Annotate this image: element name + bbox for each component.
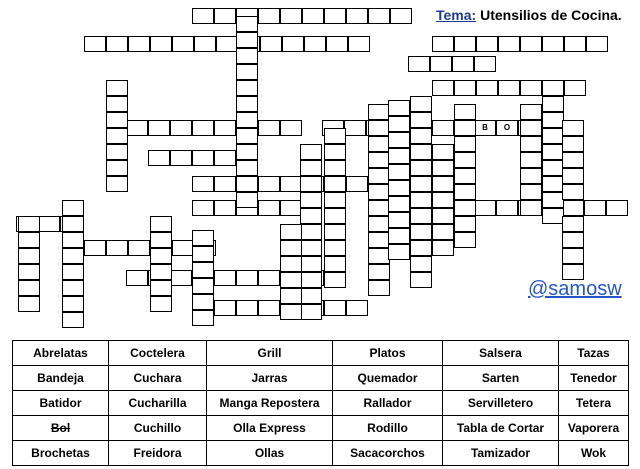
crossword-cell[interactable] [300, 176, 322, 192]
crossword-cell[interactable] [214, 270, 236, 286]
crossword-cell[interactable] [300, 240, 322, 256]
word-cell-struck: Bol [13, 416, 109, 441]
crossword-cell[interactable] [368, 248, 390, 264]
crossword-cell[interactable] [542, 36, 564, 52]
crossword-cell[interactable] [214, 200, 236, 216]
crossword-cell[interactable] [368, 152, 390, 168]
word-cell: Ollas [207, 441, 333, 466]
crossword-cell[interactable] [106, 144, 128, 160]
crossword-cell-o[interactable]: O [496, 120, 518, 136]
crossword-cell[interactable] [474, 56, 496, 72]
crossword-cell[interactable] [388, 116, 410, 132]
word-cell: Rallador [333, 391, 443, 416]
crossword-cell[interactable] [520, 104, 542, 120]
crossword-cell[interactable] [304, 36, 326, 52]
crossword-cell[interactable] [324, 176, 346, 192]
crossword-cell[interactable] [236, 64, 258, 80]
crossword-cell[interactable] [150, 248, 172, 264]
crossword-cell[interactable] [542, 96, 564, 112]
crossword-cell[interactable] [150, 216, 172, 232]
crossword-cell[interactable] [192, 230, 214, 246]
word-row [13, 441, 629, 466]
word-cell: Manga Repostera [207, 391, 333, 416]
word-cell: Abrelatas [13, 341, 109, 366]
crossword-cell[interactable] [542, 144, 564, 160]
word-cell: Bandeja [13, 366, 109, 391]
crossword-cell[interactable] [170, 270, 192, 286]
crossword-cell[interactable] [258, 176, 280, 192]
crossword-cell[interactable] [148, 120, 170, 136]
crossword-cell[interactable] [192, 278, 214, 294]
word-cell: Wok [559, 441, 629, 466]
crossword-cell[interactable] [214, 8, 236, 24]
crossword-cell[interactable] [106, 112, 128, 128]
crossword-cell[interactable] [324, 128, 346, 144]
crossword-cell[interactable] [280, 176, 302, 192]
word-cell: Tenedor [559, 366, 629, 391]
crossword-cell[interactable] [62, 216, 84, 232]
word-cell: Coctelera [109, 341, 207, 366]
crossword-cell[interactable] [324, 192, 346, 208]
crossword-cell[interactable] [18, 280, 40, 296]
crossword-cell[interactable] [348, 36, 370, 52]
crossword-cell[interactable] [150, 232, 172, 248]
crossword-cell[interactable] [410, 256, 432, 272]
crossword-cell[interactable] [542, 112, 564, 128]
crossword-cell[interactable] [236, 112, 258, 128]
crossword-cell[interactable] [324, 8, 346, 24]
crossword-cell[interactable] [280, 272, 302, 288]
crossword-cell[interactable] [520, 36, 542, 52]
crossword-cell[interactable] [324, 300, 346, 316]
crossword-cell[interactable] [410, 272, 432, 288]
crossword-cell[interactable] [410, 128, 432, 144]
crossword-cell[interactable] [454, 168, 476, 184]
crossword-cell[interactable] [214, 176, 236, 192]
crossword-cell[interactable] [410, 112, 432, 128]
word-cell: Sarten [443, 366, 559, 391]
crossword-cell[interactable] [126, 120, 148, 136]
crossword-cell[interactable] [388, 228, 410, 244]
word-row [13, 416, 629, 441]
crossword-cell[interactable] [192, 8, 214, 24]
crossword-cell[interactable] [410, 208, 432, 224]
crossword-cell[interactable] [300, 144, 322, 160]
word-cell: Cuchillo [109, 416, 207, 441]
crossword-cell[interactable] [300, 272, 322, 288]
author-handle[interactable]: @samosw [528, 278, 622, 300]
word-cell: Cuchara [109, 366, 207, 391]
crossword-cell[interactable] [236, 96, 258, 112]
crossword-cell[interactable] [454, 200, 476, 216]
crossword-cell[interactable] [368, 280, 390, 296]
crossword-cell[interactable] [236, 48, 258, 64]
crossword-cell[interactable] [410, 176, 432, 192]
crossword-cell[interactable] [388, 148, 410, 164]
crossword-cell[interactable] [300, 256, 322, 272]
crossword-cell[interactable] [562, 168, 584, 184]
crossword-cell[interactable] [300, 192, 322, 208]
crossword-cell[interactable] [410, 224, 432, 240]
theme-value: Utensilios de Cocina. [480, 7, 622, 23]
crossword-cell[interactable] [300, 304, 322, 320]
word-row [13, 366, 629, 391]
crossword-cell[interactable] [236, 192, 258, 208]
crossword-cell[interactable] [564, 80, 586, 96]
crossword-cell[interactable] [368, 216, 390, 232]
crossword-cell[interactable] [214, 150, 236, 166]
crossword-cell[interactable] [258, 270, 280, 286]
crossword-cell[interactable] [150, 296, 172, 312]
crossword-cell[interactable] [106, 96, 128, 112]
crossword-cell[interactable] [344, 120, 366, 136]
crossword-cell[interactable] [388, 244, 410, 260]
crossword-cell[interactable] [324, 144, 346, 160]
crossword-cell[interactable] [84, 240, 106, 256]
word-cell: Tazas [559, 341, 629, 366]
crossword-cell[interactable] [192, 294, 214, 310]
crossword-cell[interactable] [324, 160, 346, 176]
crossword-cell[interactable] [520, 120, 542, 136]
crossword-cell[interactable] [410, 240, 432, 256]
word-cell: Jarras [207, 366, 333, 391]
puzzle-theme [436, 7, 622, 23]
crossword-cell[interactable] [432, 120, 454, 136]
crossword-cell[interactable] [194, 36, 216, 52]
crossword-cell[interactable] [324, 240, 346, 256]
crossword-cell[interactable] [454, 136, 476, 152]
crossword-cell[interactable] [62, 248, 84, 264]
word-cell: Batidor [13, 391, 109, 416]
crossword-cell[interactable] [258, 300, 280, 316]
crossword-cell[interactable] [454, 120, 476, 136]
crossword-cell[interactable] [346, 176, 368, 192]
crossword-cell[interactable] [368, 120, 390, 136]
word-row [13, 391, 629, 416]
crossword-cell[interactable] [300, 208, 322, 224]
crossword-cell[interactable] [62, 264, 84, 280]
crossword-cell[interactable] [562, 184, 584, 200]
crossword-cell[interactable] [496, 200, 518, 216]
crossword-cell[interactable] [452, 56, 474, 72]
crossword-cell[interactable] [150, 264, 172, 280]
crossword-cell[interactable] [520, 80, 542, 96]
word-cell: Olla Express [207, 416, 333, 441]
crossword-cell[interactable] [170, 150, 192, 166]
crossword-cell[interactable] [562, 248, 584, 264]
crossword-cell[interactable] [432, 224, 454, 240]
crossword-cell[interactable] [18, 264, 40, 280]
crossword-cell[interactable] [542, 128, 564, 144]
crossword-cell[interactable] [430, 56, 452, 72]
crossword-cell[interactable] [476, 80, 498, 96]
crossword-cell[interactable] [192, 150, 214, 166]
crossword-cell[interactable] [562, 152, 584, 168]
crossword-cell[interactable] [236, 176, 258, 192]
crossword-cell[interactable] [562, 200, 584, 216]
word-cell: Tetera [559, 391, 629, 416]
crossword-cell[interactable] [388, 100, 410, 116]
crossword-cell[interactable] [62, 200, 84, 216]
crossword-cell[interactable] [432, 36, 454, 52]
crossword-cell[interactable] [150, 36, 172, 52]
crossword-cell[interactable] [368, 200, 390, 216]
crossword-cell[interactable] [432, 240, 454, 256]
theme-label: Tema: [436, 7, 477, 23]
crossword-cell[interactable] [454, 36, 476, 52]
crossword-cell[interactable] [18, 232, 40, 248]
crossword-cell[interactable] [564, 36, 586, 52]
crossword-cell[interactable] [368, 168, 390, 184]
crossword-cell[interactable] [192, 310, 214, 326]
crossword-cell[interactable] [562, 136, 584, 152]
crossword-cell[interactable] [62, 280, 84, 296]
crossword-cell[interactable] [18, 296, 40, 312]
crossword-cell[interactable] [106, 176, 128, 192]
crossword-cell[interactable] [106, 160, 128, 176]
crossword-cell[interactable] [84, 36, 106, 52]
crossword-cell[interactable] [62, 312, 84, 328]
crossword-cell[interactable] [368, 104, 390, 120]
crossword-cell[interactable] [408, 56, 430, 72]
crossword-cell[interactable] [280, 224, 302, 240]
crossword-cell[interactable] [368, 136, 390, 152]
word-cell: Rodillo [333, 416, 443, 441]
word-cell: Tamizador [443, 441, 559, 466]
crossword-cell[interactable] [454, 232, 476, 248]
crossword-cell[interactable] [562, 216, 584, 232]
crossword-cell[interactable] [520, 136, 542, 152]
crossword-cell[interactable] [214, 300, 236, 316]
crossword-cell[interactable] [62, 232, 84, 248]
crossword-cell[interactable] [432, 208, 454, 224]
crossword-cell[interactable] [260, 36, 282, 52]
word-cell: Vaporera [559, 416, 629, 441]
crossword-cell[interactable] [192, 120, 214, 136]
word-cell: Tabla de Cortar [443, 416, 559, 441]
crossword-cell[interactable] [38, 216, 60, 232]
crossword-cell[interactable] [410, 96, 432, 112]
crossword-cell[interactable] [520, 200, 542, 216]
crossword-cell[interactable] [192, 200, 214, 216]
crossword-cell[interactable] [280, 120, 302, 136]
crossword-cell[interactable] [236, 144, 258, 160]
crossword-cell-b[interactable]: B [474, 120, 496, 136]
crossword-cell[interactable] [236, 32, 258, 48]
crossword-cell[interactable] [410, 160, 432, 176]
crossword-cell[interactable] [280, 200, 302, 216]
crossword-cell[interactable] [476, 36, 498, 52]
crossword-cell[interactable] [236, 160, 258, 176]
crossword-cell[interactable] [390, 8, 412, 24]
crossword-cell[interactable] [236, 300, 258, 316]
crossword-cell[interactable] [172, 240, 194, 256]
word-row [13, 341, 629, 366]
word-cell: Freidora [109, 441, 207, 466]
crossword-cell[interactable] [280, 288, 302, 304]
crossword-cell[interactable] [302, 8, 324, 24]
crossword-cell[interactable] [388, 212, 410, 228]
crossword-cell[interactable] [324, 208, 346, 224]
crossword-cell[interactable] [106, 36, 128, 52]
crossword-cell[interactable] [216, 36, 238, 52]
crossword-cell[interactable] [280, 8, 302, 24]
crossword-cell[interactable] [346, 8, 368, 24]
crossword-cell[interactable] [520, 152, 542, 168]
crossword-cell[interactable] [520, 184, 542, 200]
crossword-cell[interactable] [432, 80, 454, 96]
crossword-cell[interactable] [326, 36, 348, 52]
crossword-cell[interactable] [282, 36, 304, 52]
crossword-cell[interactable] [586, 36, 608, 52]
word-cell: Cucharilla [109, 391, 207, 416]
crossword-cell[interactable] [542, 80, 564, 96]
crossword-cell[interactable] [410, 192, 432, 208]
crossword-cell[interactable] [324, 272, 346, 288]
word-cell: Servilletero [443, 391, 559, 416]
word-cell: Grill [207, 341, 333, 366]
crossword-cell[interactable] [432, 160, 454, 176]
crossword-cell[interactable] [454, 184, 476, 200]
crossword-cell[interactable] [62, 296, 84, 312]
crossword-cell[interactable] [258, 120, 280, 136]
crossword-cell[interactable] [324, 256, 346, 272]
crossword-cell[interactable] [300, 288, 322, 304]
crossword-cell[interactable] [368, 264, 390, 280]
crossword-cell[interactable] [192, 262, 214, 278]
word-cell: Sacacorchos [333, 441, 443, 466]
crossword-cell[interactable] [280, 304, 302, 320]
crossword-cell[interactable] [584, 200, 606, 216]
crossword-cell[interactable] [520, 168, 542, 184]
crossword-cell[interactable] [454, 216, 476, 232]
crossword-cell[interactable] [388, 180, 410, 196]
crossword-cell[interactable] [562, 120, 584, 136]
crossword-cell[interactable] [542, 208, 564, 224]
crossword-cell[interactable] [106, 128, 128, 144]
crossword-cell[interactable] [170, 120, 192, 136]
crossword-cell[interactable] [18, 216, 40, 232]
crossword-cell[interactable] [388, 164, 410, 180]
crossword-cell[interactable] [172, 36, 194, 52]
crossword-cell[interactable] [432, 144, 454, 160]
crossword-cell[interactable] [300, 224, 322, 240]
crossword-cell[interactable] [236, 16, 258, 32]
crossword-cell[interactable] [432, 176, 454, 192]
crossword-cell[interactable] [106, 80, 128, 96]
word-cell: Brochetas [13, 441, 109, 466]
crossword-cell[interactable] [474, 200, 496, 216]
crossword-cell[interactable] [236, 270, 258, 286]
crossword-cell[interactable] [150, 280, 172, 296]
crossword-cell[interactable] [388, 132, 410, 148]
crossword-cell[interactable] [236, 128, 258, 144]
crossword-cell[interactable] [542, 192, 564, 208]
crossword-cell[interactable] [432, 192, 454, 208]
crossword-cell[interactable] [192, 176, 214, 192]
crossword-cell[interactable] [454, 152, 476, 168]
crossword-cell[interactable] [214, 120, 236, 136]
word-cell: Salsera [443, 341, 559, 366]
crossword-cell[interactable] [542, 160, 564, 176]
crossword-cell[interactable] [324, 224, 346, 240]
crossword-cell[interactable] [236, 80, 258, 96]
crossword-cell[interactable] [498, 36, 520, 52]
crossword-cell[interactable] [148, 150, 170, 166]
crossword-cell[interactable] [368, 8, 390, 24]
crossword-cell[interactable] [410, 144, 432, 160]
crossword-cell[interactable] [454, 80, 476, 96]
crossword-cell[interactable] [498, 80, 520, 96]
crossword-cell[interactable] [346, 300, 368, 316]
crossword-cell[interactable] [106, 240, 128, 256]
crossword-cell[interactable] [280, 240, 302, 256]
word-cell: Quemador [333, 366, 443, 391]
crossword-cell[interactable] [542, 176, 564, 192]
word-list-table [12, 340, 629, 466]
crossword-cell[interactable] [126, 270, 148, 286]
crossword-cell[interactable] [368, 184, 390, 200]
crossword-cell[interactable] [18, 248, 40, 264]
crossword-cell[interactable] [454, 104, 476, 120]
crossword-cell[interactable] [606, 200, 628, 216]
crossword-cell[interactable] [562, 232, 584, 248]
crossword-cell[interactable] [300, 160, 322, 176]
crossword-cell[interactable] [128, 240, 150, 256]
crossword-cell[interactable] [368, 232, 390, 248]
crossword-cell[interactable] [192, 246, 214, 262]
word-cell: Platos [333, 341, 443, 366]
crossword-cell[interactable] [258, 200, 280, 216]
crossword-cell[interactable] [128, 36, 150, 52]
crossword-cell[interactable] [388, 196, 410, 212]
crossword-cell[interactable] [258, 8, 280, 24]
crossword-cell[interactable] [280, 256, 302, 272]
